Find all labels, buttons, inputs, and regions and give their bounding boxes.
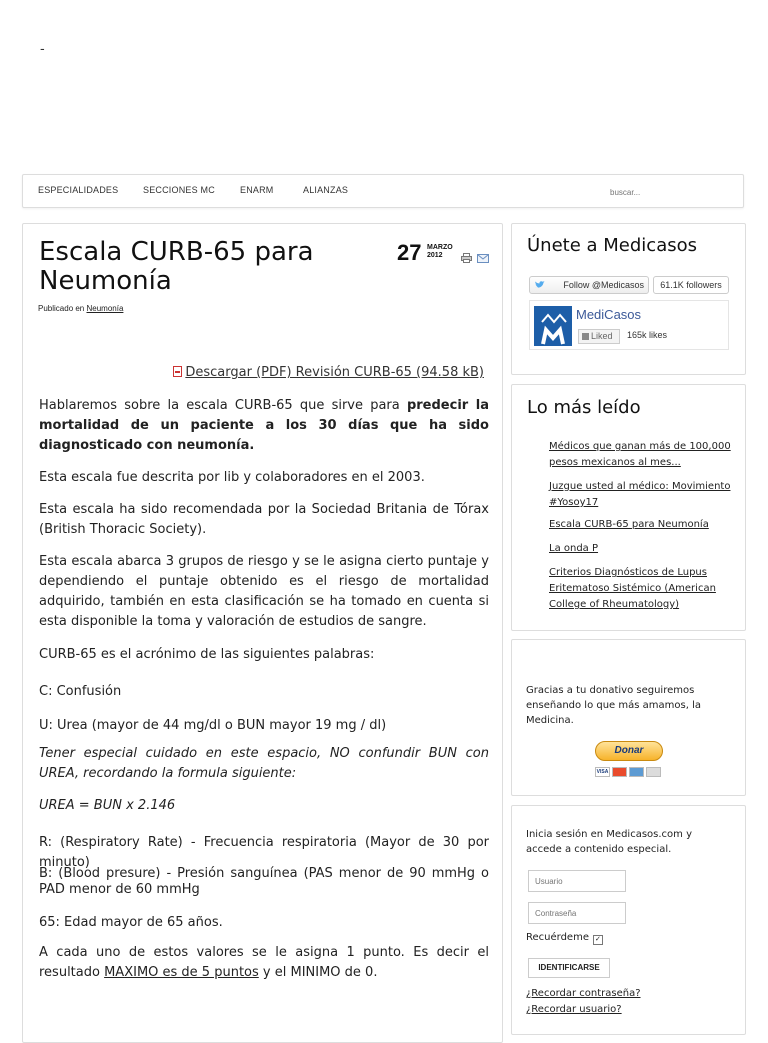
item-65: 65: Edad mayor de 65 años.: [39, 915, 223, 930]
remember-checkbox[interactable]: ✓: [593, 935, 603, 945]
login-text: Inicia sesión en Medicasos.com y accede a contenido especial.: [526, 829, 693, 855]
donate-card: [511, 639, 746, 796]
category-link[interactable]: Neumonía: [86, 304, 124, 313]
amex-card-icon: [629, 767, 644, 777]
paragraph-5: CURB-65 es el acrónimo de las siguientes palabras:: [39, 647, 375, 662]
paragraph-3: Esta escala ha sido recomendada por la Sociedad Britania de Tórax (British Thoracic Society).: [39, 502, 489, 537]
username-input[interactable]: [528, 870, 626, 892]
popular-link-2[interactable]: Juzgue usted al médico: Movimiento #Yosoy17: [549, 481, 731, 508]
facebook-page-name[interactable]: MediCasos: [576, 307, 642, 322]
article-card: [22, 223, 503, 1043]
discover-card-icon: [646, 767, 661, 777]
medicasos-logo[interactable]: [534, 306, 572, 346]
email-icon[interactable]: [477, 248, 489, 267]
pdf-icon: [173, 366, 182, 377]
article-title: Escala CURB-65 para Neumonía: [39, 237, 314, 296]
top-mark: -: [40, 42, 45, 57]
twitter-icon: [535, 281, 545, 289]
popular-link-5[interactable]: Criterios Diagnósticos de Lupus Eritematoso Sistémico (American College of Rheumatology): [549, 567, 716, 610]
date-month: MARZO: [427, 244, 453, 251]
bun-note: Tener especial cuidado en este espacio, NO confundir BUN con UREA, recordando la formula siguiente:: [39, 746, 489, 781]
popular-link-4[interactable]: La onda P: [549, 543, 599, 554]
print-icon[interactable]: [461, 248, 472, 267]
date-year: 2012: [427, 252, 443, 259]
login-button[interactable]: IDENTIFICARSE: [528, 958, 610, 978]
item-r: R: (Respiratory Rate) - Frecuencia respiratoria (Mayor de 30 por minuto): [39, 835, 489, 870]
item-b: B: (Blood presure) - Presión sanguínea (PAS menor de 90 mmHg o PAD menor de 60 mmHg: [39, 866, 489, 897]
donate-button[interactable]: Donar: [595, 741, 663, 761]
date-day: 27: [397, 240, 422, 265]
forgot-password-link[interactable]: ¿Recordar contraseña?: [526, 988, 641, 999]
popular-card: [511, 384, 746, 631]
join-card: [511, 223, 746, 375]
follower-count: 61.1K followers: [653, 276, 729, 294]
download-pdf-link[interactable]: Descargar (PDF) Revisión CURB-65 (94.58 kB): [173, 365, 484, 380]
donate-text: Gracias a tu donativo seguiremos enseñando lo que más amamos, la Medicina.: [526, 685, 701, 726]
remember-me: Recuérdeme ✓: [526, 932, 603, 945]
paragraph-intro: Hablaremos sobre la escala CURB-65 que sirve para predecir la mortalidad de un paciente a los 30 días que ha sido diagnosticado con neumonía.: [39, 398, 490, 453]
facebook-liked-button[interactable]: Liked: [578, 329, 620, 344]
item-c: C: Confusión: [39, 684, 122, 699]
facebook-like-box: [529, 300, 729, 350]
popular-link-1[interactable]: Médicos que ganan más de 100,000 pesos mexicanos al mes...: [549, 441, 731, 468]
formula: UREA = BUN x 2.146: [39, 798, 176, 813]
join-title: Únete a Medicasos: [527, 235, 697, 256]
main-nav: [22, 174, 744, 208]
mastercard-icon: [612, 767, 627, 777]
password-input[interactable]: [528, 902, 626, 924]
item-u: U: Urea (mayor de 44 mg/dl o BUN mayor 19 mg / dl): [39, 718, 387, 733]
max-points-link[interactable]: MAXIMO es de 5 puntos: [104, 965, 259, 980]
nav-secciones-mc[interactable]: SECCIONES MC: [143, 185, 215, 195]
nav-alianzas[interactable]: ALIANZAS: [303, 185, 349, 195]
visa-card-icon: VISA: [596, 769, 609, 775]
twitter-follow-button[interactable]: Follow @Medicasos: [529, 276, 649, 294]
paragraph-4: Esta escala abarca 3 grupos de riesgo y se le asigna cierto puntaje y dependiendo el puntaje obtenido es el riesgo de mortalidad adquirido, también en esta clasificación se ha tomado en cuenta si esta disponible la toma y valoración de estudios de sangre.: [39, 554, 489, 629]
login-card: [511, 805, 746, 1035]
search-input[interactable]: [608, 181, 742, 203]
popular-title: Lo más leído: [527, 397, 641, 418]
published-prefix: Publicado en: [38, 304, 85, 313]
popular-link-3[interactable]: Escala CURB-65 para Neumonía: [549, 519, 709, 530]
nav-enarm[interactable]: ENARM: [240, 185, 274, 195]
paragraph-last: A cada uno de estos valores se le asigna 1 punto. Es decir el resultado MAXIMO es de 5 puntos y el MINIMO de 0.: [39, 945, 489, 980]
article-meta: [38, 304, 123, 313]
paragraph-2: Esta escala fue descrita por lib y colaboradores en el 2003.: [39, 470, 425, 485]
nav-especialidades[interactable]: ESPECIALIDADES: [38, 185, 119, 195]
forgot-username-link[interactable]: ¿Recordar usuario?: [526, 1004, 622, 1015]
facebook-like-count: 165k likes: [627, 330, 668, 340]
